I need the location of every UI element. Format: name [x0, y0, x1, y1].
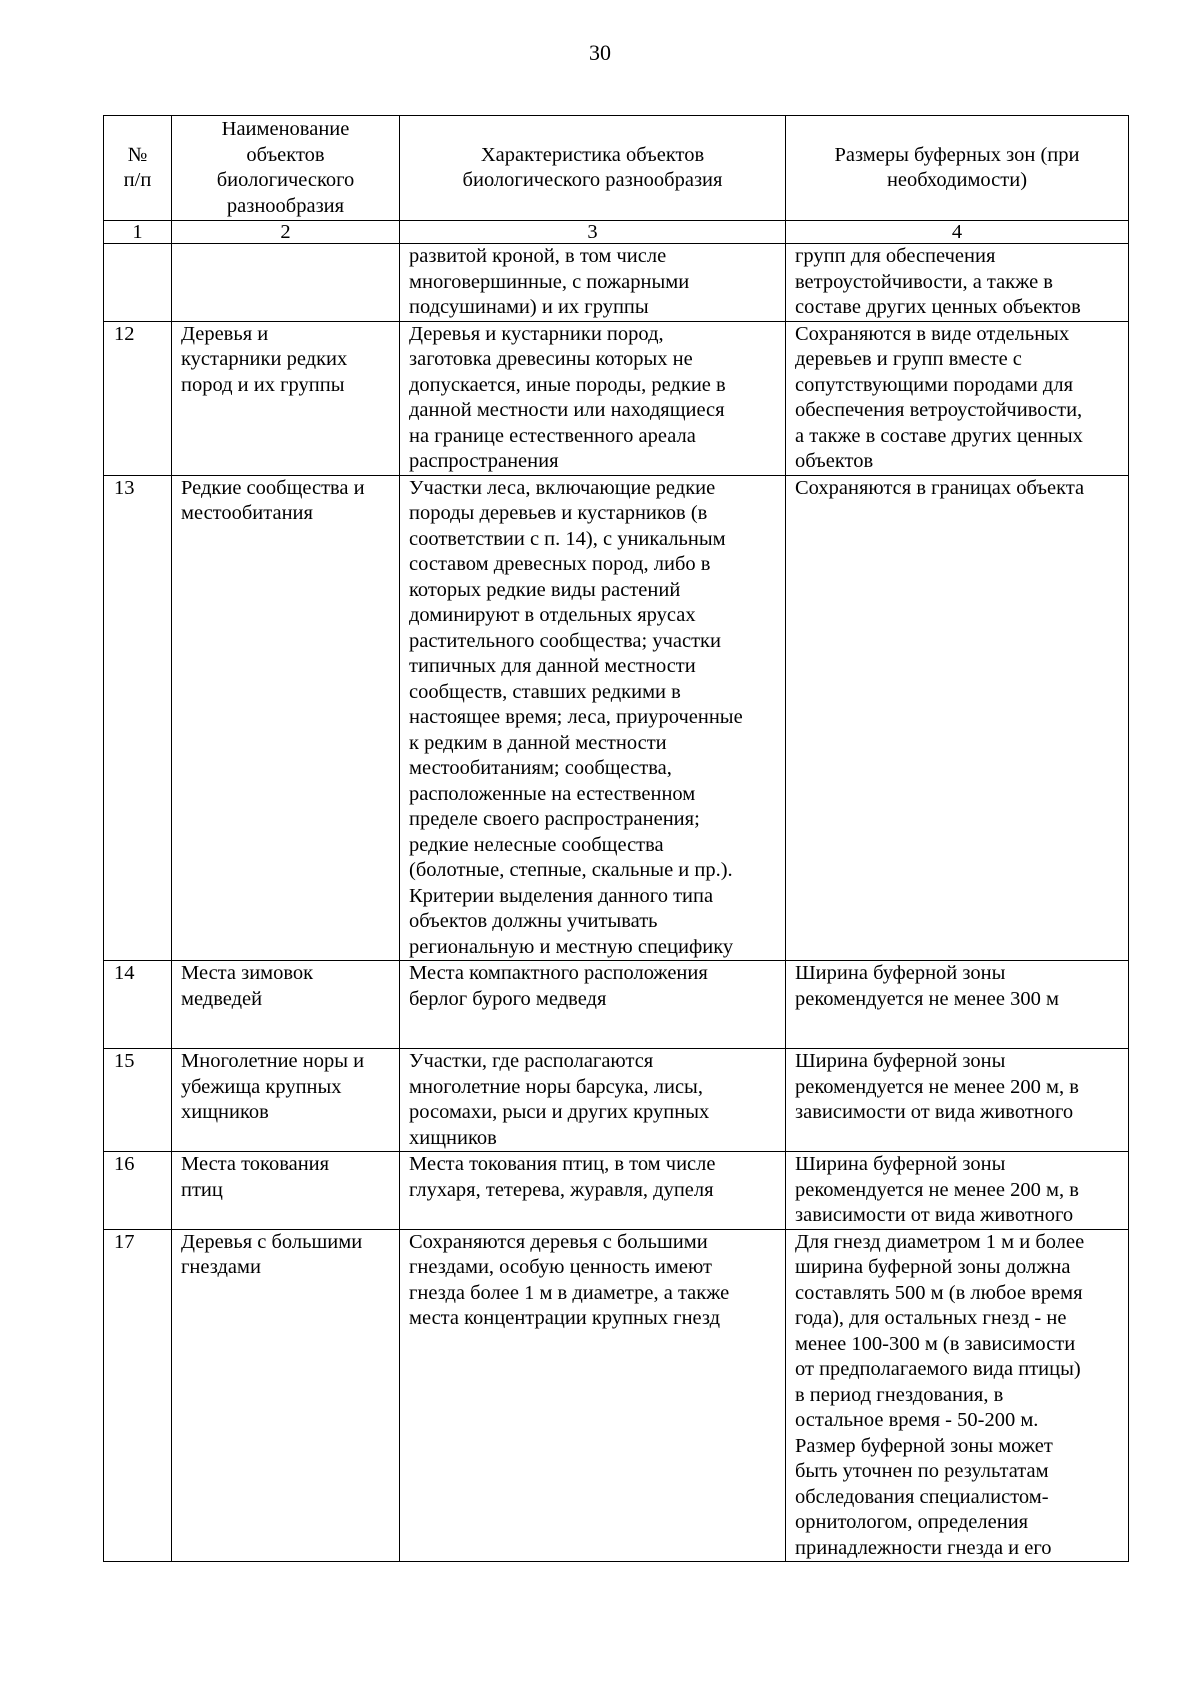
header-buffer-size: Размеры буферных зон (при необходимости) [786, 116, 1129, 221]
object-characteristic: Участки, где располагаются многолетние норы барсука, лисы, росомахи, рыси и других крупных хищников [400, 1049, 786, 1152]
table-row [104, 1152, 1129, 1230]
column-index: 4 [786, 221, 1129, 244]
object-name: Многолетние норы и убежища крупных хищников [172, 1049, 400, 1152]
table-row [104, 961, 1129, 1049]
object-characteristic: Места компактного расположения берлог бурого медведя [400, 961, 786, 1049]
table-row [104, 321, 1129, 475]
object-characteristic: Места токования птиц, в том числе глухаря, тетерева, журавля, дупеля [400, 1152, 786, 1230]
table-row [104, 1229, 1129, 1562]
row-number: 14 [104, 961, 172, 1049]
header-object-name: Наименование объектов биологического разнообразия [172, 116, 400, 221]
column-index: 3 [400, 221, 786, 244]
buffer-zone-size: Сохраняются в границах объекта [786, 475, 1129, 961]
buffer-zone-size: Для гнезд диаметром 1 м и более ширина буферной зоны должна составлять 500 м (в любое время года), для остальных гнезд - не менее 100-300 м (в зависимости от предполагаемого вида птицы) в период гнездования, в остальное время - 50-200 м. Размер буферной зоны может быть уточнен по результатам обследования специалистом- орнитологом, определения принадлежности гнезда и его [786, 1229, 1129, 1562]
object-characteristic: Сохраняются деревья с большими гнездами, особую ценность имеют гнезда более 1 м в диаметре, а также места концентрации крупных гнезд [400, 1229, 786, 1562]
row-number: 17 [104, 1229, 172, 1562]
row-number: 16 [104, 1152, 172, 1230]
object-name: Деревья с большими гнездами [172, 1229, 400, 1562]
buffer-zone-size: Ширина буферной зоны рекомендуется не менее 300 м [786, 961, 1129, 1049]
table-row [104, 475, 1129, 961]
object-name [172, 244, 400, 322]
buffer-zone-size: Ширина буферной зоны рекомендуется не менее 200 м, в зависимости от вида животного [786, 1049, 1129, 1152]
buffer-zone-size: Ширина буферной зоны рекомендуется не менее 200 м, в зависимости от вида животного [786, 1152, 1129, 1230]
table-row [104, 244, 1129, 322]
object-name: Места зимовок медведей [172, 961, 400, 1049]
object-name: Деревья и кустарники редких пород и их группы [172, 321, 400, 475]
header-row [104, 116, 1129, 221]
page-number: 30 [589, 40, 611, 65]
buffer-zone-size: групп для обеспечения ветроустойчивости, а также в составе других ценных объектов [786, 244, 1129, 322]
object-characteristic: Участки леса, включающие редкие породы деревьев и кустарников (в соответствии с п. 14), с уникальным составом древесных пород, либо в которых редкие виды растений доминируют в отдельных ярусах растительного сообщества; участки типичных для данной местности сообществ, ставших редкими в настоящее время; леса, приуроченные к редким в данной местности местообитаниям; сообщества, расположенные на естественном пределе своего распространения; редкие нелесные сообщества (болотные, степные, скальные и пр.). Критерии выделения данного типа объектов должны учитывать региональную и местную специфику [400, 475, 786, 961]
buffer-zone-size: Сохраняются в виде отдельных деревьев и групп вместе с сопутствующими породами для обеспечения ветроустойчивости, а также в составе других ценных объектов [786, 321, 1129, 475]
header-characteristic: Характеристика объектов биологического разнообразия [400, 116, 786, 221]
object-characteristic: развитой кроной, в том числе многовершинные, с пожарными подсушинами) и их группы [400, 244, 786, 322]
table-row [104, 1049, 1129, 1152]
row-number: 12 [104, 321, 172, 475]
column-index: 1 [104, 221, 172, 244]
row-number: 15 [104, 1049, 172, 1152]
object-characteristic: Деревья и кустарники пород, заготовка древесины которых не допускается, иные породы, редкие в данной местности или находящиеся на границе естественного ареала распространения [400, 321, 786, 475]
row-number: 13 [104, 475, 172, 961]
header-number: № п/п [104, 116, 172, 221]
object-name: Места токования птиц [172, 1152, 400, 1230]
column-index-row [104, 221, 1129, 244]
biodiversity-table [103, 115, 1129, 1562]
row-number [104, 244, 172, 322]
column-index: 2 [172, 221, 400, 244]
object-name: Редкие сообщества и местообитания [172, 475, 400, 961]
